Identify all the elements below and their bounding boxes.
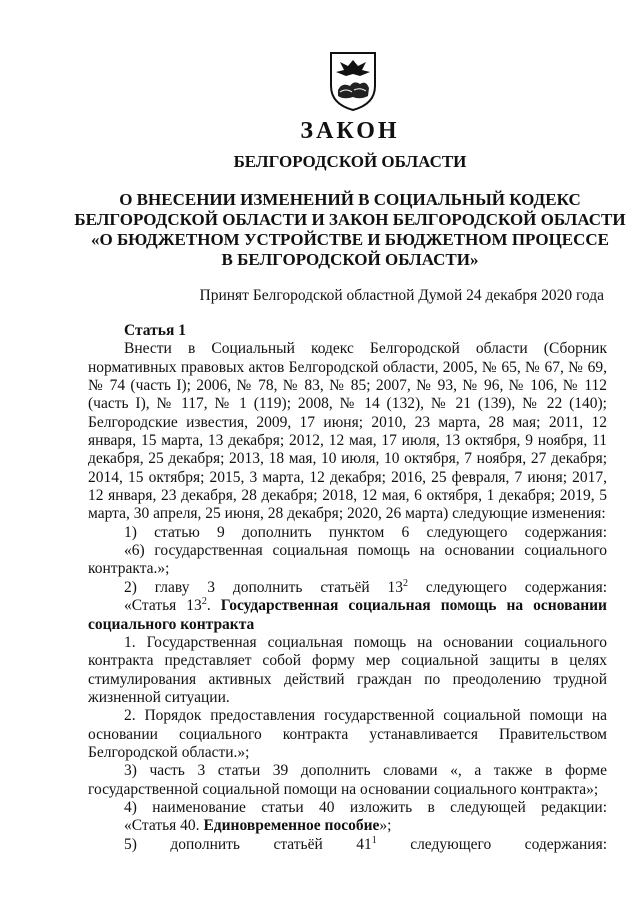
coat-of-arms-icon	[328, 50, 378, 112]
amendment-item-3: 3) часть 3 статьи 39 дополнить словами «, а также в форме государственной социальной помощи на основании социального контракта»;	[88, 762, 607, 798]
article-intro: Внести в Социальный кодекс Белгородской области (Сборник нормативных правовых актов Белгородской области, 2005, № 65, № 67, № 69, № 74 (часть I); 2006, № 78, № 83, № 85; 2007, № 93, № 96, № 106, № 112 (часть I), № 117, № 1 (119); 2008, № 14 (132), № 21 (139), № 22 (140); Белгородские известия, 2009, 17 июня; 2010, 23 марта, 28 мая; 2011, 12 января, 15 марта, 13 декабря; 2012, 12 мая, 17 июля, 13 октября, 9 ноября, 11 декабря, 25 декабря; 2013, 18 мая, 10 июля, 10 октября, 7 ноября, 27 декабря; 2014, 15 октября; 2015, 3 марта, 12 декабря; 2016, 25 февраля, 7 июня; 2017, 12 января, 23 декабря, 28 декабря; 2018, 12 мая, 6 октября, 1 декабря; 2019, 5 марта, 30 апреля, 25 июня, 28 декабря; 2020, 26 марта) следующие изменения:	[88, 340, 607, 523]
document-type: ЗАКОН	[300, 118, 400, 144]
region-title: БЕЛГОРОДСКОЙ ОБЛАСТИ	[233, 152, 467, 171]
law-subject-line: В БЕЛГОРОДСКОЙ ОБЛАСТИ»	[221, 250, 479, 269]
law-subject-line: О ВНЕСЕНИИ ИЗМЕНЕНИЙ В СОЦИАЛЬНЫЙ КОДЕКС	[119, 190, 581, 209]
article-13-2-heading: «Статья $13^2$. Государственная социальная помощь на основании социального контракта	[88, 596, 607, 633]
article-40-heading: «Статья 40. Единовременное пособие»;	[124, 817, 392, 835]
document-body	[88, 322, 607, 854]
article-13-2-part-2: 2. Порядок предоставления государственной социальной помощи на основании социального контракта устанавливается Правительством Белгородской области.»;	[88, 707, 607, 761]
adoption-note: Принят Белгородской областной Думой 24 декабря 2020 года	[199, 287, 604, 304]
amendment-item-2: 2) главу 3 дополнить статьёй $13^2$ следующего содержания:	[124, 577, 608, 596]
article-heading: Статья 1	[124, 322, 186, 339]
law-subject	[0, 190, 640, 270]
law-subject-line: «О БЮДЖЕТНОМ УСТРОЙСТВЕ И БЮДЖЕТНОМ ПРОЦЕССЕ	[90, 230, 610, 249]
amendment-item-1: 1) статью 9 дополнить пунктом 6 следующего содержания:	[124, 523, 607, 541]
amendment-item-4: 4) наименование статьи 40 изложить в следующей редакции:	[124, 798, 607, 816]
law-subject-line: БЕЛГОРОДСКОЙ ОБЛАСТИ И ЗАКОН БЕЛГОРОДСКОЙ ОБЛАСТИ	[74, 210, 626, 229]
article-13-2-part-1: 1. Государственная социальная помощь на основании социального контракта представляет собой форму мер социальной защиты в целях стимулирования активных действий граждан по преодолению трудной жизненной ситуации.	[88, 633, 607, 706]
amendment-item-5: 5) дополнить статьёй $41^1$ следующего содержания:	[124, 834, 607, 853]
amendment-item-1-text: «6) государственная социальная помощь на основании социального контракта.»;	[88, 542, 607, 578]
